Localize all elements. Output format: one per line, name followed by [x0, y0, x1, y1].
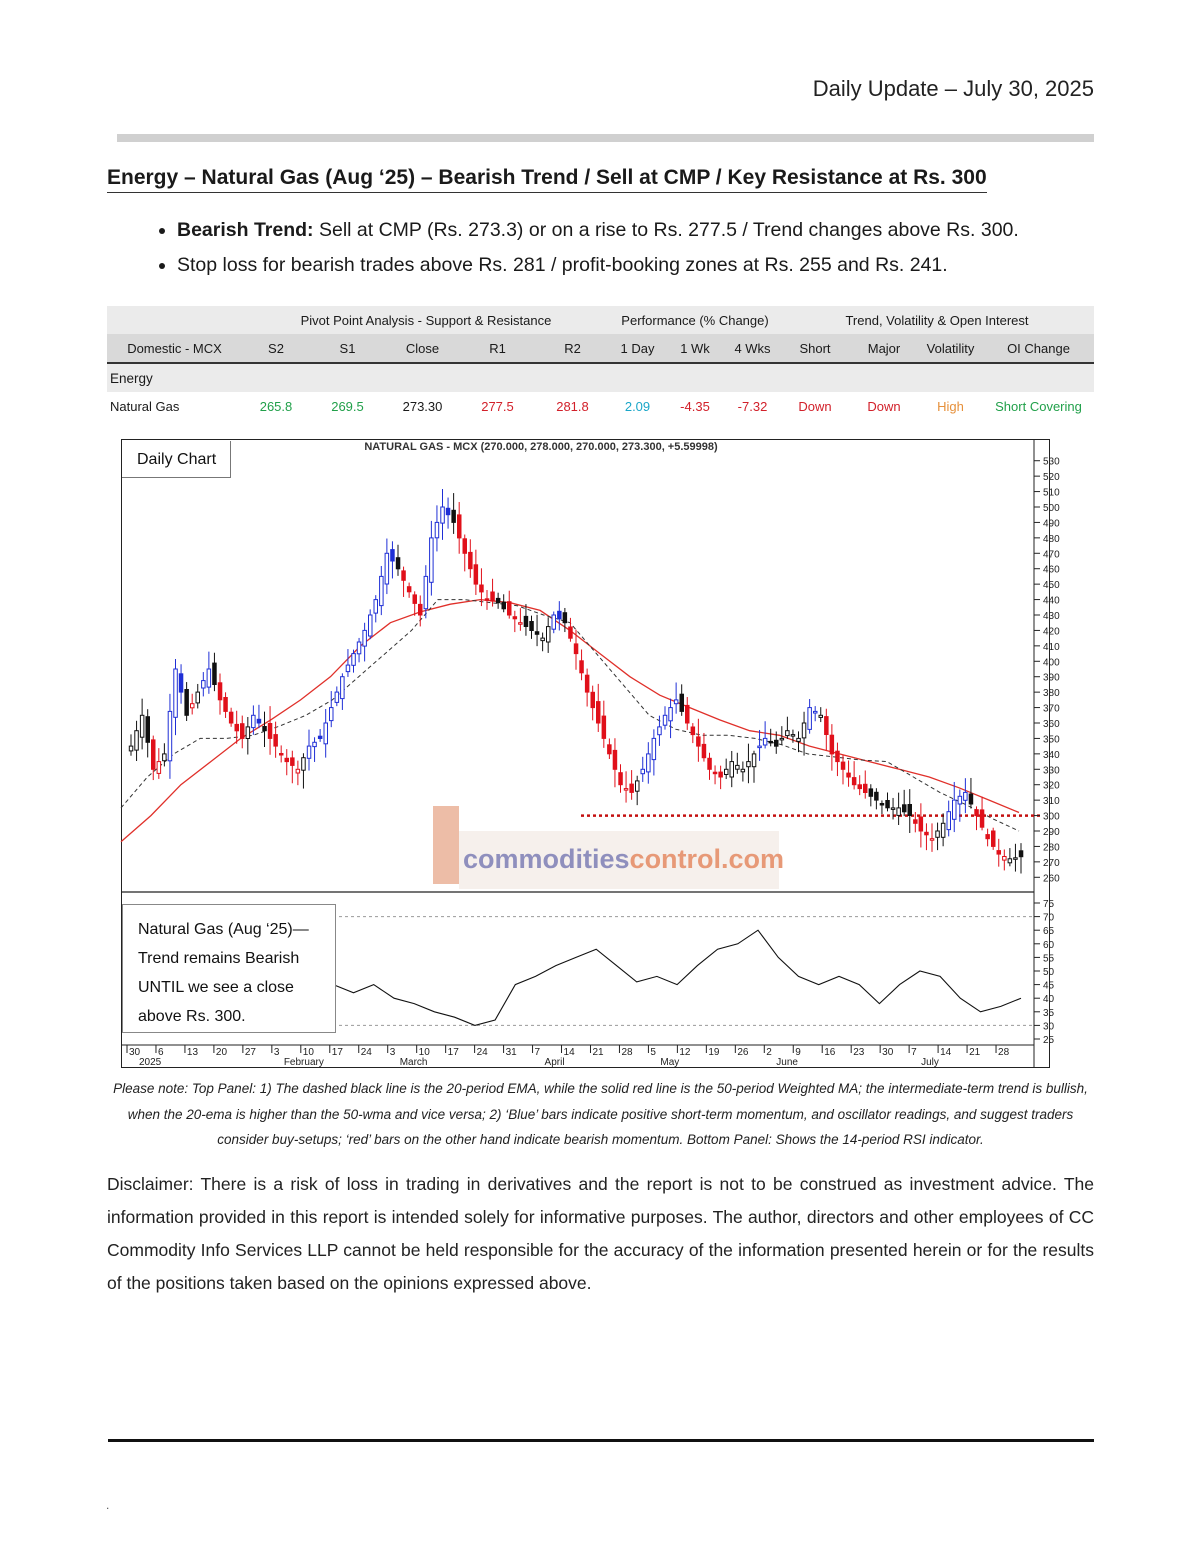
candle-body: [369, 615, 373, 636]
candle-body: [547, 627, 551, 642]
candle-body: [207, 669, 211, 687]
table-header: OI Change: [983, 334, 1094, 363]
candle-body: [485, 599, 489, 601]
date-tick-label: 20: [215, 1047, 228, 1058]
candle-body: [352, 654, 356, 666]
month-label: February: [283, 1057, 324, 1068]
table-cell-oi-change: Short Covering: [995, 398, 1082, 414]
candle-body: [897, 808, 901, 816]
candle-body: [263, 727, 267, 731]
rsi-tick-label: 50: [1043, 967, 1055, 978]
table-cell-1day: 2.09: [624, 398, 651, 414]
candle-body: [296, 769, 300, 773]
candle-body: [530, 622, 534, 631]
candle-body: [191, 704, 195, 708]
rsi-note: Natural Gas (Aug ‘25)— Trend remains Bearish UNTIL we see a close above Rs. 300.: [122, 904, 336, 1033]
price-tick-label: 440: [1043, 595, 1060, 607]
date-tick-label: 31: [505, 1047, 517, 1058]
table-row: [107, 392, 1094, 420]
candle-body: [491, 592, 495, 601]
date-tick-label: 10: [418, 1047, 430, 1058]
candle-body: [819, 715, 823, 717]
candle-body: [585, 675, 589, 692]
candle-body: [747, 762, 751, 767]
candle-body: [719, 772, 723, 777]
month-label: May: [660, 1057, 680, 1068]
date-tick-label: 30: [882, 1047, 894, 1058]
watermark-logo-icon: [433, 806, 459, 884]
candle-body: [213, 663, 217, 684]
price-tick-label: 420: [1043, 626, 1060, 638]
candle-body: [786, 731, 790, 736]
table-header: Volatility: [918, 334, 983, 363]
date-tick-label: 3: [273, 1047, 280, 1058]
candle-body: [852, 778, 856, 785]
table-section-row: [107, 363, 1094, 392]
watermark-part-a: commodities: [463, 844, 630, 874]
table-header: 4 Wks: [725, 334, 780, 363]
candle-body: [496, 598, 500, 602]
table-header: Domestic - MCX: [107, 334, 242, 363]
candle-body: [335, 692, 339, 702]
date-tick-label: 30: [129, 1047, 141, 1058]
date-tick-label: 27: [244, 1047, 256, 1058]
candle-body: [903, 805, 907, 812]
table-header: S1: [310, 334, 385, 363]
candle-body: [252, 715, 256, 727]
date-tick-label: 28: [621, 1047, 633, 1058]
candle-body: [424, 576, 428, 608]
candle-body: [513, 617, 517, 619]
candle-body: [830, 735, 834, 754]
candle-body: [730, 762, 734, 777]
candle-body: [1003, 857, 1007, 861]
table-group-pivot: Pivot Point Analysis - Support & Resistance: [242, 306, 610, 334]
candle-body: [291, 758, 295, 766]
candle-body: [669, 708, 673, 721]
date-tick-label: 28: [998, 1047, 1010, 1058]
price-tick-label: 350: [1043, 734, 1060, 746]
candle-body: [836, 751, 840, 761]
report-date: Daily Update – July 30, 2025: [812, 76, 1094, 101]
date-tick-label: 21: [969, 1047, 981, 1058]
date-tick-label: 23: [853, 1047, 865, 1058]
recommendation-text: Stop loss for bearish trades above Rs. 281 / profit-booking zones at Rs. 255 and Rs. 241.: [177, 254, 948, 276]
candle-body: [563, 613, 567, 623]
watermark-text: [463, 844, 784, 874]
candle-body: [808, 708, 812, 730]
candle-body: [641, 769, 645, 773]
candle-body: [163, 754, 167, 761]
candle-body: [229, 712, 233, 723]
candle-body: [346, 665, 350, 672]
price-tick-label: 360: [1043, 719, 1060, 730]
candle-body: [886, 801, 890, 808]
rsi-tick-label: 25: [1043, 1035, 1055, 1046]
price-tick-label: 390: [1043, 672, 1060, 684]
month-label: 2025: [139, 1057, 162, 1068]
chart-title: NATURAL GAS - MCX (270.000, 278.000, 270.000, 273.300, +5.59998): [364, 441, 718, 453]
date-tick-label: 21: [592, 1047, 604, 1058]
candle-body: [1014, 858, 1018, 860]
price-tick-label: 460: [1043, 564, 1060, 576]
candle-body: [580, 661, 584, 673]
date-tick-label: 2: [766, 1047, 772, 1058]
price-tick-label: 270: [1043, 857, 1060, 869]
candle-body: [663, 715, 667, 725]
footer-dot: .: [106, 1498, 110, 1512]
candle-body: [235, 724, 239, 730]
candle-body: [980, 810, 984, 827]
date-tick-label: 12: [679, 1047, 691, 1058]
candle-body: [257, 719, 261, 723]
date-tick-label: 14: [563, 1047, 575, 1058]
candle-body: [780, 738, 784, 740]
candle-body: [869, 789, 873, 796]
table-group-trend: Trend, Volatility & Open Interest: [780, 306, 1094, 334]
price-tick-label: 530: [1043, 456, 1060, 468]
date-tick-label: 5: [650, 1047, 656, 1058]
candle-body: [185, 690, 189, 716]
table-cell-short: Down: [798, 398, 832, 414]
table-cell-r2: 281.8: [556, 398, 589, 414]
candle-body: [914, 820, 918, 824]
candle-body: [574, 644, 578, 654]
table-header: Short: [780, 334, 850, 363]
month-label: April: [544, 1057, 565, 1068]
table-header: 1 Wk: [665, 334, 725, 363]
candle-body: [880, 804, 884, 806]
candle-body: [936, 831, 940, 837]
candle-body: [680, 694, 684, 711]
candle-body: [947, 812, 951, 830]
candle-body: [224, 698, 228, 712]
candle-body: [908, 805, 912, 816]
candle-body: [674, 700, 678, 704]
candle-body: [402, 571, 406, 580]
date-tick-label: 16: [824, 1047, 836, 1058]
candle-body: [919, 817, 923, 831]
price-tick-label: 380: [1043, 688, 1060, 700]
table-group-row: [107, 306, 1094, 334]
month-label: July: [921, 1057, 939, 1068]
price-tick-label: 260: [1043, 873, 1060, 885]
candle-body: [847, 773, 851, 777]
candle-body: [452, 510, 456, 522]
candle-body: [374, 600, 378, 614]
table-cell-s2: 265.8: [259, 398, 293, 414]
header-divider: [117, 134, 1094, 142]
candle-body: [318, 736, 322, 738]
rsi-tick-label: 30: [1043, 1021, 1055, 1033]
candle-body: [502, 602, 506, 609]
table-section-label: Energy: [107, 363, 1094, 392]
candle-body: [157, 762, 161, 774]
candle-body: [647, 754, 651, 772]
rsi-tick-label: 55: [1043, 953, 1055, 965]
candle-body: [997, 851, 1001, 855]
candle-body: [441, 507, 445, 523]
candle-body: [702, 744, 706, 757]
date-tick-label: 14: [940, 1047, 952, 1058]
pivot-table: [107, 306, 1094, 420]
candle-body: [791, 735, 795, 737]
candle-body: [419, 604, 423, 615]
candle-body: [363, 630, 367, 646]
disclaimer: Disclaimer: There is a risk of loss in trading in derivatives and the report is not to be construed as investment advice. The information provided in this report is intended solely for informative purposes. The author, directors and other employees of CC Commodity Info Services LLP cannot be held responsible for the accuracy of the information presented herein or for the results of the positions taken based on the opinions expressed above.: [107, 1174, 1094, 1293]
price-tick-label: 300: [1043, 811, 1060, 823]
price-tick-label: 370: [1043, 703, 1060, 715]
candle-body: [630, 784, 634, 792]
price-tick-label: 480: [1043, 533, 1060, 545]
recommendation-item: [177, 253, 1019, 277]
rsi-tick-label: 45: [1043, 980, 1055, 992]
report-headline: Energy – Natural Gas (Aug ‘25) – Bearish Trend / Sell at CMP / Key Resistance at Rs. 300: [107, 166, 987, 193]
month-label: March: [399, 1057, 428, 1068]
candle-body: [174, 669, 178, 717]
candle-body: [775, 740, 779, 746]
candle-body: [324, 723, 328, 744]
table-cell-close: 273.30: [402, 398, 443, 414]
candle-body: [825, 717, 829, 735]
candle-body: [708, 758, 712, 769]
candle-body: [925, 832, 929, 835]
candle-body: [396, 558, 400, 569]
candle-body: [624, 789, 628, 791]
candle-body: [357, 642, 361, 654]
candle-body: [930, 839, 934, 841]
footer-divider: [108, 1439, 1094, 1442]
table-cell-s1: 269.5: [331, 398, 364, 414]
price-tick-label: 330: [1043, 765, 1060, 777]
price-tick-label: 500: [1043, 503, 1060, 514]
rsi-tick-label: 75: [1043, 899, 1055, 910]
candle-body: [763, 738, 767, 745]
table-cell-volatility: High: [937, 398, 964, 414]
candle-body: [686, 705, 690, 723]
candle-body: [330, 708, 334, 721]
table-cell-1wk: -4.35: [680, 398, 710, 414]
candle-body: [430, 538, 434, 582]
price-tick-label: 520: [1043, 472, 1060, 484]
rsi-tick-label: 35: [1043, 1007, 1055, 1019]
table-cell-r1: 277.5: [481, 398, 514, 414]
candle-body: [280, 754, 284, 756]
candle-body: [307, 746, 311, 758]
price-tick-label: 430: [1043, 611, 1060, 622]
candle-body: [519, 623, 523, 625]
candle-body: [797, 738, 801, 741]
candle-body: [413, 595, 417, 604]
candle-body: [146, 717, 150, 743]
recommendation-item: [177, 218, 1019, 242]
candle-body: [552, 615, 556, 629]
date-tick-label: 7: [534, 1047, 541, 1058]
table-group-blank: [107, 306, 242, 334]
table-header: R1: [460, 334, 535, 363]
candle-body: [435, 522, 439, 537]
table-group-perf: Performance (% Change): [610, 306, 780, 334]
candle-body: [964, 792, 968, 800]
candle-body: [1019, 851, 1023, 857]
candle-body: [613, 750, 617, 769]
candle-body: [285, 758, 289, 761]
table-cell-commodity: Natural Gas: [110, 398, 180, 414]
watermark-part-b: control.com: [629, 844, 785, 874]
rsi-tick-label: 40: [1043, 994, 1055, 1006]
date-tick-label: 13: [186, 1047, 199, 1058]
date-tick-label: 17: [331, 1047, 343, 1058]
candle-body: [391, 550, 395, 561]
candle-body: [841, 762, 845, 769]
chart-note: Please note: Top Panel: 1) The dashed black line is the 20-period EMA, while the solid red line is the 50-period Weighted MA; the intermediate-term trend is bullish, when the 20-ema is higher than the 50-wma and vice versa; 2) ‘Blue’ bars indicate positive short-term momentum, and oscillator readings, and suggest traders consider buy-setups; ‘red’ bars on the other hand indicate bearish momentum. Bottom Panel: Shows the 14-period RSI indicator.: [113, 1081, 1088, 1147]
candle-body: [891, 808, 895, 810]
candle-body: [941, 823, 945, 837]
recommendation-text: Sell at CMP (Rs. 273.3) or on a rise to Rs. 277.5 / Trend changes above Rs. 300.: [313, 219, 1019, 241]
candle-body: [992, 831, 996, 846]
candle-body: [864, 784, 868, 792]
chart-label: Daily Chart: [122, 441, 231, 478]
candle-body: [446, 508, 450, 514]
date-tick-label: 26: [737, 1047, 749, 1058]
candle-body: [140, 715, 144, 737]
candle-body: [608, 745, 612, 754]
candle-body: [202, 681, 206, 688]
candle-body: [469, 552, 473, 568]
table-cell-major: Down: [867, 398, 901, 414]
candle-body: [619, 773, 623, 785]
candle-body: [736, 765, 740, 769]
candle-body: [558, 611, 562, 619]
candle-body: [241, 724, 245, 739]
candle-body: [814, 711, 818, 713]
date-tick-label: 19: [708, 1047, 720, 1058]
price-tick-label: 290: [1043, 827, 1060, 838]
candle-body: [168, 711, 172, 760]
price-tick-label: 310: [1043, 796, 1060, 808]
candle-body: [380, 576, 384, 605]
candle-body: [802, 723, 806, 738]
rsi-tick-label: 70: [1043, 912, 1055, 924]
candle-body: [569, 627, 573, 638]
price-tick-label: 340: [1043, 749, 1060, 761]
candle-body: [480, 585, 484, 592]
candle-body: [858, 785, 862, 789]
date-tick-label: 10: [302, 1047, 314, 1058]
candle-body: [953, 800, 957, 819]
price-tick-label: 450: [1043, 580, 1060, 592]
price-tick-label: 490: [1043, 518, 1060, 530]
candle-body: [725, 769, 729, 774]
candle-body: [541, 638, 545, 641]
table-header: Major: [850, 334, 918, 363]
price-tick-label: 470: [1043, 549, 1060, 561]
candle-body: [313, 742, 317, 746]
table-header: R2: [535, 334, 610, 363]
candle-body: [135, 731, 139, 750]
candle-body: [636, 781, 640, 791]
recommendation-lead: Bearish Trend:: [177, 219, 314, 241]
table-header: 1 Day: [610, 334, 665, 363]
table-header: Close: [385, 334, 460, 363]
price-tick-label: 400: [1043, 657, 1060, 669]
date-tick-label: 24: [476, 1047, 488, 1058]
table-header: S2: [242, 334, 310, 363]
candle-body: [474, 565, 478, 584]
date-tick-label: 24: [360, 1047, 372, 1058]
candle-body: [407, 587, 411, 592]
date-tick-label: 3: [389, 1047, 396, 1058]
candle-body: [875, 792, 879, 800]
candle-body: [246, 727, 250, 739]
month-label: June: [776, 1057, 798, 1068]
candle-body: [969, 794, 973, 804]
candle-body: [458, 515, 462, 538]
candle-body: [741, 769, 745, 772]
candle-body: [508, 602, 512, 615]
candle-body: [341, 677, 345, 699]
date-tick-label: 17: [447, 1047, 459, 1058]
candle-body: [713, 772, 717, 774]
candle-body: [752, 754, 756, 767]
candle-body: [274, 735, 278, 747]
date-tick-label: 9: [795, 1047, 801, 1058]
candle-body: [658, 727, 662, 735]
candle-body: [691, 727, 695, 735]
date-tick-label: 7: [911, 1047, 917, 1058]
candle-body: [1008, 859, 1012, 863]
candle-body: [218, 683, 222, 700]
price-tick-label: 510: [1043, 487, 1060, 499]
candle-body: [179, 674, 183, 692]
candle-body: [302, 758, 306, 771]
candle-body: [986, 835, 990, 839]
candle-body: [652, 738, 656, 759]
candle-body: [463, 539, 467, 554]
candle-body: [535, 632, 539, 635]
candle-body: [597, 702, 601, 723]
table-header-row: [107, 334, 1094, 363]
candle-body: [591, 692, 595, 707]
recommendation-list: [140, 218, 1019, 288]
date-tick-label: 6: [157, 1047, 164, 1058]
candle-body: [958, 796, 962, 804]
candle-body: [697, 737, 701, 746]
candle-body: [129, 746, 133, 751]
candle-body: [152, 740, 156, 769]
candle-body: [524, 616, 528, 626]
price-tick-label: 320: [1043, 780, 1060, 792]
candle-body: [602, 716, 606, 738]
candle-body: [769, 741, 773, 743]
rsi-tick-label: 65: [1043, 926, 1055, 938]
price-tick-label: 280: [1043, 842, 1060, 854]
table-cell-4wks: -7.32: [737, 398, 768, 414]
rsi-tick-label: 60: [1043, 939, 1055, 951]
candle-body: [196, 692, 200, 703]
candle-body: [758, 746, 762, 748]
candle-body: [268, 724, 272, 739]
candle-body: [385, 553, 389, 584]
price-tick-label: 410: [1043, 641, 1060, 653]
candle-body: [975, 810, 979, 816]
